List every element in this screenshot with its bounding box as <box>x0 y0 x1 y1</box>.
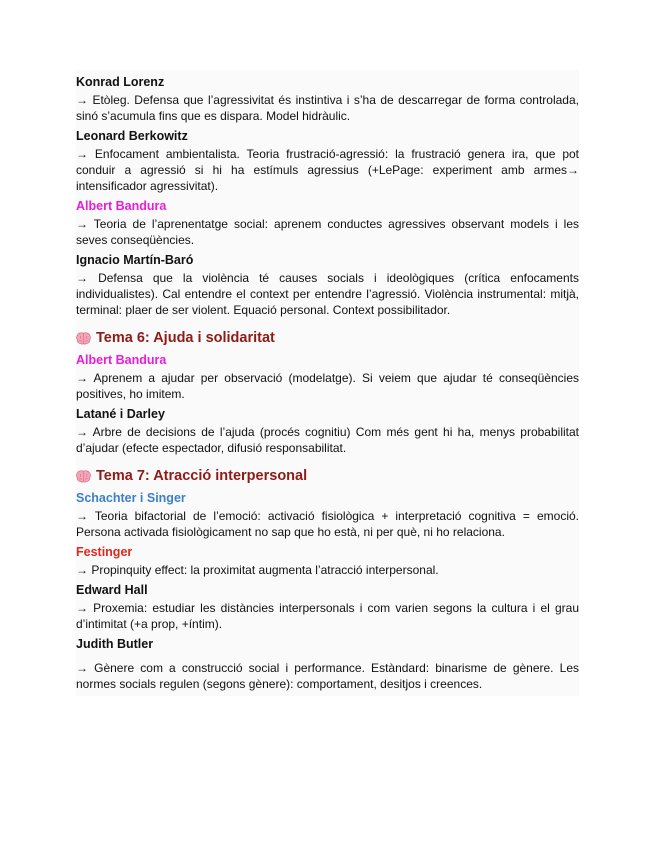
author-description: → Defensa que la violència té causes socials i ideològiques (crítica enfocaments individualistes). Cal entendre el context per entendre l’agressió. Violència instrumental: mitjà, terminal: plaer de ser violent. Equació personal. Context possibilitador. <box>76 271 579 317</box>
author-description: → Teoria de l’aprenentatge social: aprenem conductes agressives observant models i les seves conseqüències. <box>76 217 579 247</box>
author-name: Leonard Berkowitz <box>76 129 188 143</box>
entry-schachter-singer <box>76 490 579 540</box>
author-description: → Etòleg. Defensa que l’agressivitat és instintiva i s’ha de descarregar de forma controlada, sinó s’acumula fins que es dispara. Model hidràulic. <box>76 93 579 123</box>
entry-ignacio-martin-baro <box>76 252 579 318</box>
entry-latane-darley <box>76 406 579 456</box>
author-name: Albert Bandura <box>76 199 167 213</box>
entry-leonard-berkowitz <box>76 128 579 194</box>
author-name: Judith Butler <box>76 637 154 651</box>
author-description: → Propinquity effect: la proximitat augmenta l’atracció interpersonal. <box>76 563 439 577</box>
author-name: Latané i Darley <box>76 407 165 421</box>
section-title: Tema 7: Atracció interpersonal <box>96 468 308 484</box>
entry-konrad-lorenz <box>76 74 579 124</box>
author-description: → Teoria bifactorial de l’emoció: activació fisiològica + interpretació cognitiva = emoció. Persona activada fisiològicament no sap que ho està, ni per què, ni ho relaciona. <box>76 509 579 539</box>
author-description: → Aprenem a ajudar per observació (modelatge). Si veiem que ajudar té conseqüències positives, ho imitem. <box>76 371 579 401</box>
entry-albert-bandura <box>76 198 579 248</box>
author-name: Schachter i Singer <box>76 491 186 505</box>
author-name: Festinger <box>76 545 133 559</box>
section-title: Tema 6: Ajuda i solidaritat <box>96 330 275 346</box>
author-description: → Gènere com a construcció social i performance. Estàndard: binarisme de gènere. Les normes socials regulen (segons gènere): comportament, desitjos i creences. <box>76 661 579 691</box>
entry-festinger <box>76 544 579 578</box>
author-description: → Proxemia: estudiar les distàncies interpersonals i com varien segons la cultura i el grau d’intimitat (+a prop, +íntim). <box>76 601 579 631</box>
author-name: Ignacio Martín-Baró <box>76 253 194 267</box>
author-name: Edward Hall <box>76 583 148 597</box>
author-name: Albert Bandura <box>76 353 167 367</box>
author-name: Konrad Lorenz <box>76 75 165 89</box>
section-heading-tema-7 <box>76 466 579 486</box>
notes-content <box>76 70 579 696</box>
author-description: → Enfocament ambientalista. Teoria frustració-agressió: la frustració genera ira, que pot conduir a agressió si hi ha estímuls agressius (+LePage: experiment amb armes→ intensificador agressivitat). <box>76 147 579 193</box>
entry-judith-butler <box>76 636 579 692</box>
brain-icon <box>76 332 91 345</box>
entry-albert-bandura-2 <box>76 352 579 402</box>
section-heading-tema-6 <box>76 328 579 348</box>
author-description: → Arbre de decisions de l’ajuda (procés cognitiu) Com més gent hi ha, menys probabilitat d’ajudar (efecte espectador, difusió responsabilitat. <box>76 425 579 455</box>
brain-icon <box>76 470 91 483</box>
entry-edward-hall <box>76 582 579 632</box>
